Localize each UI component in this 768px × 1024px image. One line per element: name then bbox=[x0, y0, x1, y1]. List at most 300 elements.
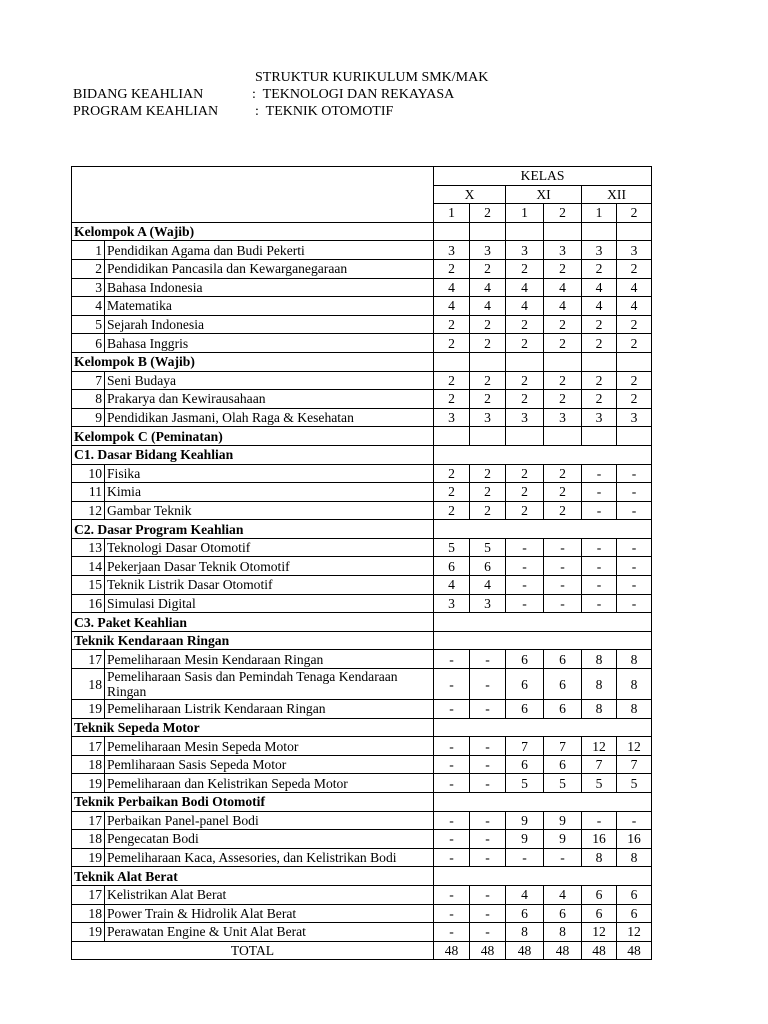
hours-cell: 3 bbox=[470, 241, 506, 260]
empty-cell bbox=[506, 793, 544, 812]
hours-cell: 3 bbox=[506, 408, 544, 427]
table-row bbox=[72, 755, 652, 774]
section-heading: Teknik Alat Berat bbox=[72, 867, 434, 886]
hours-cell: - bbox=[582, 501, 617, 520]
hours-cell: - bbox=[434, 700, 470, 719]
empty-cell bbox=[434, 718, 470, 737]
hours-cell: 2 bbox=[506, 390, 544, 409]
hours-cell: 9 bbox=[544, 830, 582, 849]
subject-name: Gambar Teknik bbox=[105, 501, 434, 520]
program-keahlian-value: : TEKNIK OTOMOTIF bbox=[255, 104, 394, 119]
section-heading: Teknik Perbaikan Bodi Otomotif bbox=[72, 793, 434, 812]
hours-cell: - bbox=[544, 576, 582, 595]
hours-cell: - bbox=[617, 576, 652, 595]
table-row bbox=[72, 774, 652, 793]
hours-cell: - bbox=[470, 700, 506, 719]
empty-cell bbox=[544, 352, 582, 371]
hours-cell: - bbox=[582, 464, 617, 483]
hours-cell: 4 bbox=[470, 297, 506, 316]
hours-cell: 2 bbox=[434, 315, 470, 334]
empty-cell bbox=[434, 222, 470, 241]
empty-cell bbox=[544, 718, 582, 737]
semester-header: 1 bbox=[506, 204, 544, 223]
hours-cell: - bbox=[434, 811, 470, 830]
hours-cell: 2 bbox=[617, 259, 652, 278]
hours-cell: - bbox=[617, 464, 652, 483]
hours-cell: 7 bbox=[617, 755, 652, 774]
hours-cell: - bbox=[582, 594, 617, 613]
row-number: 11 bbox=[72, 483, 105, 502]
empty-cell bbox=[582, 793, 617, 812]
hours-cell: 2 bbox=[544, 483, 582, 502]
hours-cell: - bbox=[617, 501, 652, 520]
empty-cell bbox=[582, 445, 617, 464]
row-number: 12 bbox=[72, 501, 105, 520]
empty-cell bbox=[617, 613, 652, 632]
hours-cell: 2 bbox=[544, 390, 582, 409]
hours-cell: 3 bbox=[617, 241, 652, 260]
hours-cell: - bbox=[506, 594, 544, 613]
hours-cell: 3 bbox=[470, 408, 506, 427]
empty-cell bbox=[506, 352, 544, 371]
hours-cell: 2 bbox=[582, 259, 617, 278]
hours-cell: 12 bbox=[617, 923, 652, 942]
hours-cell: - bbox=[470, 755, 506, 774]
subject-name: Kimia bbox=[105, 483, 434, 502]
section-heading: C3. Paket Keahlian bbox=[72, 613, 434, 632]
hours-cell: 9 bbox=[506, 830, 544, 849]
hours-cell: - bbox=[434, 737, 470, 756]
empty-cell bbox=[470, 793, 506, 812]
table-row bbox=[72, 811, 652, 830]
empty-cell bbox=[434, 445, 470, 464]
total-value: 48 bbox=[617, 941, 652, 960]
row-number: 19 bbox=[72, 774, 105, 793]
hours-cell: 2 bbox=[434, 390, 470, 409]
hours-cell: 2 bbox=[506, 371, 544, 390]
hours-cell: 2 bbox=[544, 334, 582, 353]
empty-cell bbox=[582, 631, 617, 650]
hours-cell: - bbox=[506, 557, 544, 576]
subject-name: Perbaikan Panel-panel Bodi bbox=[105, 811, 434, 830]
hours-cell: 3 bbox=[582, 408, 617, 427]
hours-cell: 2 bbox=[470, 315, 506, 334]
hours-cell: - bbox=[470, 650, 506, 669]
table-row bbox=[72, 885, 652, 904]
hours-cell: 5 bbox=[506, 774, 544, 793]
hours-cell: 2 bbox=[470, 464, 506, 483]
hours-cell: 2 bbox=[544, 371, 582, 390]
section-row bbox=[72, 222, 652, 241]
table-row bbox=[72, 830, 652, 849]
hours-cell: 8 bbox=[617, 700, 652, 719]
hours-cell: 2 bbox=[582, 315, 617, 334]
hours-cell: 6 bbox=[582, 885, 617, 904]
hours-cell: 2 bbox=[617, 371, 652, 390]
empty-cell bbox=[617, 427, 652, 446]
empty-cell bbox=[434, 867, 470, 886]
hours-cell: 2 bbox=[582, 334, 617, 353]
hours-cell: - bbox=[434, 904, 470, 923]
table-row bbox=[72, 650, 652, 669]
subject-name: Pemliharaan Sasis Sepeda Motor bbox=[105, 755, 434, 774]
hours-cell: 4 bbox=[544, 297, 582, 316]
total-value: 48 bbox=[434, 941, 470, 960]
total-value: 48 bbox=[470, 941, 506, 960]
empty-cell bbox=[617, 631, 652, 650]
empty-cell bbox=[506, 631, 544, 650]
table-row bbox=[72, 483, 652, 502]
hours-cell: - bbox=[434, 650, 470, 669]
hours-cell: - bbox=[582, 811, 617, 830]
empty-cell bbox=[617, 352, 652, 371]
hours-cell: 7 bbox=[544, 737, 582, 756]
hours-cell: 4 bbox=[470, 576, 506, 595]
hours-cell: 4 bbox=[434, 576, 470, 595]
subject-name: Pemeliharaan Kaca, Assesories, dan Kelistrikan Bodi bbox=[105, 848, 434, 867]
hours-cell: 4 bbox=[506, 297, 544, 316]
semester-header: 1 bbox=[434, 204, 470, 223]
table-row bbox=[72, 371, 652, 390]
row-number: 6 bbox=[72, 334, 105, 353]
hours-cell: 2 bbox=[506, 259, 544, 278]
hours-cell: 4 bbox=[544, 278, 582, 297]
hours-cell: 6 bbox=[617, 885, 652, 904]
subject-name: Simulasi Digital bbox=[105, 594, 434, 613]
section-row bbox=[72, 613, 652, 632]
empty-cell bbox=[434, 427, 470, 446]
hours-cell: 2 bbox=[544, 315, 582, 334]
empty-cell bbox=[506, 867, 544, 886]
hours-cell: - bbox=[544, 848, 582, 867]
hours-cell: - bbox=[470, 774, 506, 793]
grade-header-xii: XII bbox=[582, 185, 652, 204]
hours-cell: 2 bbox=[617, 334, 652, 353]
empty-cell bbox=[434, 520, 470, 539]
hours-cell: - bbox=[470, 737, 506, 756]
hours-cell: - bbox=[544, 538, 582, 557]
hours-cell: 3 bbox=[617, 408, 652, 427]
hours-cell: 4 bbox=[434, 297, 470, 316]
table-row bbox=[72, 904, 652, 923]
hours-cell: 6 bbox=[544, 669, 582, 700]
empty-cell bbox=[470, 867, 506, 886]
hours-cell: 8 bbox=[617, 650, 652, 669]
table-row bbox=[72, 241, 652, 260]
hours-cell: 8 bbox=[544, 923, 582, 942]
hours-cell: 5 bbox=[470, 538, 506, 557]
hours-cell: - bbox=[470, 885, 506, 904]
curriculum-table bbox=[71, 166, 652, 960]
row-number: 10 bbox=[72, 464, 105, 483]
table-row bbox=[72, 315, 652, 334]
hours-cell: - bbox=[582, 557, 617, 576]
hours-cell: 8 bbox=[506, 923, 544, 942]
row-number: 18 bbox=[72, 830, 105, 849]
hours-cell: 5 bbox=[434, 538, 470, 557]
hours-cell: 2 bbox=[434, 501, 470, 520]
hours-cell: - bbox=[582, 483, 617, 502]
subject-name: Pengecatan Bodi bbox=[105, 830, 434, 849]
hours-cell: 5 bbox=[582, 774, 617, 793]
hours-cell: 6 bbox=[617, 904, 652, 923]
subject-name: Matematika bbox=[105, 297, 434, 316]
hours-cell: - bbox=[506, 576, 544, 595]
section-heading: Teknik Kendaraan Ringan bbox=[72, 631, 434, 650]
hours-cell: 2 bbox=[434, 334, 470, 353]
empty-cell bbox=[470, 445, 506, 464]
empty-cell bbox=[506, 222, 544, 241]
empty-cell bbox=[582, 352, 617, 371]
hours-cell: 8 bbox=[582, 848, 617, 867]
header-blank-cell bbox=[72, 167, 434, 223]
hours-cell: - bbox=[506, 538, 544, 557]
empty-cell bbox=[582, 867, 617, 886]
hours-cell: 9 bbox=[544, 811, 582, 830]
hours-cell: - bbox=[544, 557, 582, 576]
hours-cell: 2 bbox=[434, 483, 470, 502]
hours-cell: 16 bbox=[582, 830, 617, 849]
empty-cell bbox=[434, 631, 470, 650]
hours-cell: 4 bbox=[544, 885, 582, 904]
hours-cell: 3 bbox=[544, 241, 582, 260]
hours-cell: 4 bbox=[506, 885, 544, 904]
empty-cell bbox=[470, 520, 506, 539]
hours-cell: 2 bbox=[617, 315, 652, 334]
hours-cell: - bbox=[617, 811, 652, 830]
subject-name: Pendidikan Jasmani, Olah Raga & Kesehatan bbox=[105, 408, 434, 427]
hours-cell: 6 bbox=[544, 700, 582, 719]
hours-cell: 7 bbox=[506, 737, 544, 756]
program-keahlian-label: PROGRAM KEAHLIAN bbox=[73, 104, 219, 119]
hours-cell: 8 bbox=[617, 848, 652, 867]
hours-cell: 2 bbox=[434, 371, 470, 390]
hours-cell: 8 bbox=[582, 669, 617, 700]
subject-name: Bahasa Indonesia bbox=[105, 278, 434, 297]
hours-cell: - bbox=[470, 923, 506, 942]
hours-cell: 3 bbox=[434, 241, 470, 260]
section-row bbox=[72, 718, 652, 737]
table-row bbox=[72, 848, 652, 867]
hours-cell: - bbox=[434, 774, 470, 793]
hours-cell: 2 bbox=[434, 259, 470, 278]
group-heading: Kelompok B (Wajib) bbox=[72, 352, 434, 371]
subject-name: Pendidikan Agama dan Budi Pekerti bbox=[105, 241, 434, 260]
hours-cell: 5 bbox=[617, 774, 652, 793]
hours-cell: - bbox=[506, 848, 544, 867]
section-heading: Teknik Sepeda Motor bbox=[72, 718, 434, 737]
hours-cell: 2 bbox=[470, 371, 506, 390]
row-number: 13 bbox=[72, 538, 105, 557]
hours-cell: 4 bbox=[617, 297, 652, 316]
hours-cell: 4 bbox=[582, 278, 617, 297]
subject-name: Teknik Listrik Dasar Otomotif bbox=[105, 576, 434, 595]
hours-cell: 2 bbox=[582, 371, 617, 390]
semester-header: 2 bbox=[617, 204, 652, 223]
row-number: 18 bbox=[72, 669, 105, 700]
hours-cell: - bbox=[582, 576, 617, 595]
empty-cell bbox=[544, 520, 582, 539]
table-row bbox=[72, 737, 652, 756]
total-value: 48 bbox=[582, 941, 617, 960]
hours-cell: 3 bbox=[544, 408, 582, 427]
subject-name: Prakarya dan Kewirausahaan bbox=[105, 390, 434, 409]
table-row bbox=[72, 594, 652, 613]
hours-cell: 2 bbox=[506, 483, 544, 502]
row-number: 9 bbox=[72, 408, 105, 427]
empty-cell bbox=[470, 352, 506, 371]
section-row bbox=[72, 445, 652, 464]
hours-cell: - bbox=[617, 483, 652, 502]
section-row bbox=[72, 631, 652, 650]
hours-cell: 2 bbox=[506, 315, 544, 334]
row-number: 17 bbox=[72, 811, 105, 830]
empty-cell bbox=[617, 867, 652, 886]
hours-cell: 6 bbox=[506, 669, 544, 700]
hours-cell: 4 bbox=[470, 278, 506, 297]
section-row bbox=[72, 352, 652, 371]
hours-cell: 2 bbox=[434, 464, 470, 483]
hours-cell: 2 bbox=[470, 390, 506, 409]
hours-cell: - bbox=[434, 830, 470, 849]
hours-cell: 5 bbox=[544, 774, 582, 793]
subject-name: Perawatan Engine & Unit Alat Berat bbox=[105, 923, 434, 942]
empty-cell bbox=[434, 352, 470, 371]
hours-cell: 2 bbox=[506, 464, 544, 483]
row-number: 2 bbox=[72, 259, 105, 278]
table-row bbox=[72, 408, 652, 427]
hours-cell: 2 bbox=[582, 390, 617, 409]
subject-name: Pemeliharaan Mesin Kendaraan Ringan bbox=[105, 650, 434, 669]
row-number: 4 bbox=[72, 297, 105, 316]
hours-cell: 6 bbox=[434, 557, 470, 576]
subject-name: Pemeliharaan Mesin Sepeda Motor bbox=[105, 737, 434, 756]
empty-cell bbox=[582, 427, 617, 446]
hours-cell: 2 bbox=[544, 464, 582, 483]
hours-cell: 3 bbox=[434, 594, 470, 613]
hours-cell: - bbox=[434, 848, 470, 867]
subject-name: Fisika bbox=[105, 464, 434, 483]
hours-cell: 4 bbox=[617, 278, 652, 297]
row-number: 17 bbox=[72, 737, 105, 756]
empty-cell bbox=[506, 718, 544, 737]
hours-cell: 2 bbox=[617, 390, 652, 409]
grade-header-xi: XI bbox=[506, 185, 582, 204]
row-number: 17 bbox=[72, 650, 105, 669]
hours-cell: 4 bbox=[434, 278, 470, 297]
table-row bbox=[72, 390, 652, 409]
empty-cell bbox=[544, 793, 582, 812]
subject-name: Seni Budaya bbox=[105, 371, 434, 390]
hours-cell: 9 bbox=[506, 811, 544, 830]
row-number: 19 bbox=[72, 923, 105, 942]
curriculum-table-body bbox=[72, 222, 652, 941]
group-heading: Kelompok C (Peminatan) bbox=[72, 427, 434, 446]
hours-cell: 16 bbox=[617, 830, 652, 849]
hours-cell: 8 bbox=[582, 700, 617, 719]
hours-cell: 6 bbox=[544, 755, 582, 774]
table-row bbox=[72, 923, 652, 942]
empty-cell bbox=[470, 718, 506, 737]
semester-header: 2 bbox=[470, 204, 506, 223]
empty-cell bbox=[506, 613, 544, 632]
empty-cell bbox=[434, 613, 470, 632]
hours-cell: 2 bbox=[506, 501, 544, 520]
table-row bbox=[72, 538, 652, 557]
empty-cell bbox=[544, 613, 582, 632]
hours-cell: 12 bbox=[582, 737, 617, 756]
hours-cell: 12 bbox=[582, 923, 617, 942]
row-number: 15 bbox=[72, 576, 105, 595]
document-title: STRUKTUR KURIKULUM SMK/MAK bbox=[255, 70, 489, 85]
empty-cell bbox=[617, 718, 652, 737]
hours-cell: - bbox=[434, 923, 470, 942]
empty-cell bbox=[544, 222, 582, 241]
empty-cell bbox=[582, 222, 617, 241]
row-number: 8 bbox=[72, 390, 105, 409]
hours-cell: 2 bbox=[470, 334, 506, 353]
table-row bbox=[72, 669, 652, 700]
hours-cell: 7 bbox=[582, 755, 617, 774]
hours-cell: - bbox=[434, 755, 470, 774]
hours-cell: 3 bbox=[470, 594, 506, 613]
subject-name: Pendidikan Pancasila dan Kewarganegaraan bbox=[105, 259, 434, 278]
grade-header-x: X bbox=[434, 185, 506, 204]
hours-cell: 12 bbox=[617, 737, 652, 756]
hours-cell: - bbox=[470, 904, 506, 923]
subject-name: Teknologi Dasar Otomotif bbox=[105, 538, 434, 557]
table-row bbox=[72, 576, 652, 595]
empty-cell bbox=[582, 613, 617, 632]
hours-cell: - bbox=[434, 669, 470, 700]
empty-cell bbox=[470, 427, 506, 446]
hours-cell: 8 bbox=[582, 650, 617, 669]
section-heading: C2. Dasar Program Keahlian bbox=[72, 520, 434, 539]
hours-cell: 6 bbox=[506, 700, 544, 719]
hours-cell: - bbox=[544, 594, 582, 613]
hours-cell: - bbox=[617, 557, 652, 576]
hours-cell: - bbox=[617, 538, 652, 557]
table-row bbox=[72, 501, 652, 520]
table-row bbox=[72, 464, 652, 483]
bidang-keahlian-value: : TEKNOLOGI DAN REKAYASA bbox=[252, 87, 455, 102]
hours-cell: - bbox=[617, 594, 652, 613]
row-number: 19 bbox=[72, 848, 105, 867]
empty-cell bbox=[582, 718, 617, 737]
hours-cell: 6 bbox=[506, 904, 544, 923]
row-number: 18 bbox=[72, 904, 105, 923]
empty-cell bbox=[506, 427, 544, 446]
hours-cell: 3 bbox=[506, 241, 544, 260]
total-value: 48 bbox=[506, 941, 544, 960]
section-row bbox=[72, 867, 652, 886]
row-number: 16 bbox=[72, 594, 105, 613]
hours-cell: 2 bbox=[470, 483, 506, 502]
row-number: 3 bbox=[72, 278, 105, 297]
empty-cell bbox=[617, 222, 652, 241]
empty-cell bbox=[544, 867, 582, 886]
empty-cell bbox=[470, 613, 506, 632]
hours-cell: 4 bbox=[506, 278, 544, 297]
subject-name: Pemeliharaan Listrik Kendaraan Ringan bbox=[105, 700, 434, 719]
empty-cell bbox=[470, 631, 506, 650]
table-row bbox=[72, 700, 652, 719]
hours-cell: 6 bbox=[544, 904, 582, 923]
total-value: 48 bbox=[544, 941, 582, 960]
hours-cell: 6 bbox=[506, 755, 544, 774]
row-number: 7 bbox=[72, 371, 105, 390]
hours-cell: 2 bbox=[506, 334, 544, 353]
